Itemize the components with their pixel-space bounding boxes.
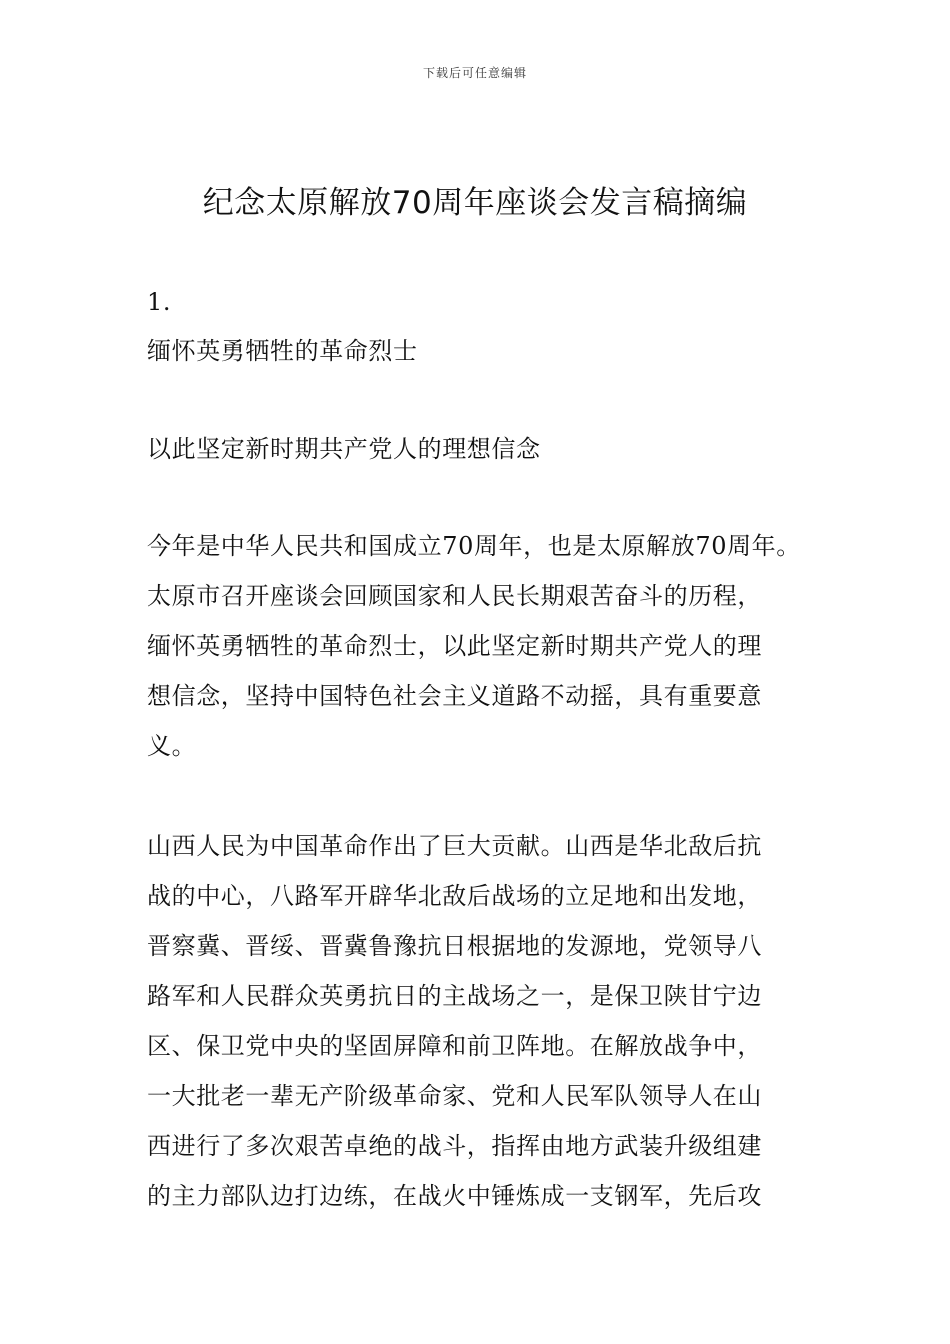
paragraph-line: 的主力部队边打边练，在战火中锤炼成一支钢军，先后攻 (147, 1182, 762, 1210)
document-title: 纪念太原解放70周年座谈会发言稿摘编 (202, 185, 748, 221)
paragraph-line: 太原市召开座谈会回顾国家和人民长期艰苦奋斗的历程， (147, 582, 762, 610)
paragraph-line: 山西人民为中国革命作出了巨大贡献。山西是华北敌后抗 (147, 832, 762, 860)
paragraph-2 (147, 821, 837, 1221)
paragraph-line: 想信念，坚持中国特色社会主义道路不动摇，具有重要意 (147, 682, 762, 710)
paragraph-line: 义。 (147, 732, 197, 760)
paragraph-line: 战的中心，八路军开辟华北敌后战场的立足地和出发地， (147, 882, 762, 910)
paragraph-line: 今年是中华人民共和国成立70周年，也是太原解放70周年。 (147, 532, 801, 560)
paragraph-line: 一大批老一辈无产阶级革命家、党和人民军队领导人在山 (147, 1082, 762, 1110)
paragraph-line: 西进行了多次艰苦卓绝的战斗，指挥由地方武装升级组建 (147, 1132, 762, 1160)
page-header-note: 下载后可任意编辑 (422, 66, 527, 80)
paragraph-line: 晋察冀、晋绥、晋冀鲁豫抗日根据地的发源地，党领导八 (147, 932, 762, 960)
paragraph-line: 路军和人民群众英勇抗日的主战场之一，是保卫陕甘宁边 (147, 982, 762, 1010)
paragraph-1 (147, 521, 837, 771)
paragraph-line: 缅怀英勇牺牲的革命烈士，以此坚定新时期共产党人的理 (147, 632, 762, 660)
section-number: 1. (147, 288, 172, 316)
section-heading-line-2: 以此坚定新时期共产党人的理想信念 (147, 435, 541, 463)
section-heading-line-1: 缅怀英勇牺牲的革命烈士 (147, 337, 418, 365)
paragraph-line: 区、保卫党中央的坚固屏障和前卫阵地。在解放战争中， (147, 1032, 762, 1060)
